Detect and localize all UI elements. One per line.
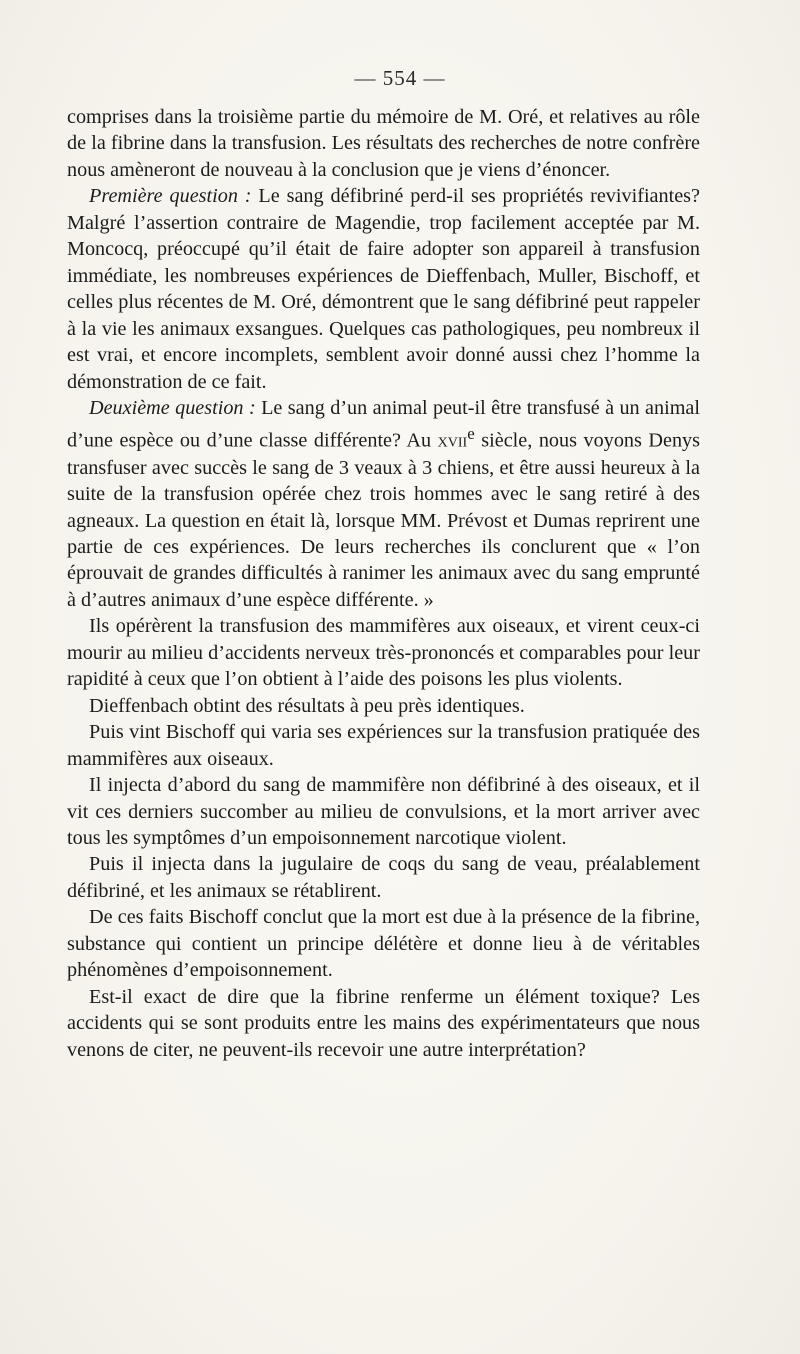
- paragraph-8: Puis il injecta dans la jugulaire de coqs du sang de veau, préalablement défibriné, et les animaux se rétablirent.: [67, 853, 700, 902]
- paragraph-4: Ils opérèrent la transfusion des mammifères aux oiseaux, et virent ceux-ci mourir au milieu d’accidents nerveux très-prononcés et comparables pour leur rapidité à ceux que l’on obtient à l’aide des poisons les plus violents.: [67, 615, 700, 691]
- paragraph-3-text-a: Le sang d’un animal peut-il être transfusé à un animal d’une espèce ou d’une classe différente? Au: [67, 396, 700, 453]
- century-numeral: xvii: [437, 430, 468, 453]
- paragraph-3: [67, 395, 700, 613]
- century-superscript: e: [467, 424, 475, 444]
- body-text: [67, 104, 700, 1063]
- paragraph-2-text: Le sang défibriné perd-il ses propriétés revivifiantes? Malgré l’assertion contraire de Magendie, trop facilement acceptée par M. Moncocq, préoccupé qu’il était de faire adopter son appareil à transfusion immédiate, les nombreuses expériences de Dieffenbach, Muller, Bischoff, et celles plus récentes de M. Oré, démontrent que le sang défibriné peut rappeler à la vie les animaux exsangues. Quelques cas pathologiques, peu nombreux il est vrai, et encore incomplets, semblent avoir donné aussi chez l’homme la démonstration de ce fait.: [67, 185, 700, 393]
- paragraph-5: Dieffenbach obtint des résultats à peu près identiques.: [89, 694, 525, 717]
- paragraph-3-text-b: siècle, nous voyons Denys transfuser avec succès le sang de 3 veaux à 3 chiens, et être aussi heureux à la suite de la transfusion opérée chez trois hommes avec le sang retiré à des agneaux. La question en était là, lorsque MM. Prévost et Dumas reprirent une partie de ces expériences. De leurs recherches ils conclurent que « l’on éprouvait de grandes difficultés à ranimer les animaux avec du sang emprunté à d’autres animaux d’une espèce différente. »: [67, 430, 701, 611]
- paragraph-7: Il injecta d’abord du sang de mammifère non défibriné à des oiseaux, et il vit ces derniers succomber au milieu de convulsions, et la mort arriver avec tous les symptômes d’un empoisonnement narcotique violent.: [67, 774, 700, 849]
- page-number: — 554 —: [354, 66, 446, 90]
- first-question-label: Première question :: [89, 185, 252, 208]
- paragraph-1: comprises dans la troisième partie du mémoire de M. Oré, et relatives au rôle de la fibrine dans la transfusion. Les résultats des recherches de notre confrère nous amèneront de nouveau à la conclusion que je viens d’énoncer.: [67, 106, 700, 181]
- paragraph-6: Puis vint Bischoff qui varia ses expériences sur la transfusion pratiquée des mammifères aux oiseaux.: [67, 721, 700, 770]
- second-question-label: Deuxième question :: [89, 396, 256, 419]
- paragraph-2: [67, 183, 700, 395]
- paragraph-9: De ces faits Bischoff conclut que la mort est due à la présence de la fibrine, substance qui contient un principe délétère et donne lieu à de véritables phénomènes d’empoisonnement.: [67, 906, 700, 982]
- paragraph-10: Est-il exact de dire que la fibrine renferme un élément toxique? Les accidents qui se sont produits entre les mains des expérimentateurs que nous venons de citer, ne peuvent-ils recevoir une autre interprétation?: [67, 985, 700, 1061]
